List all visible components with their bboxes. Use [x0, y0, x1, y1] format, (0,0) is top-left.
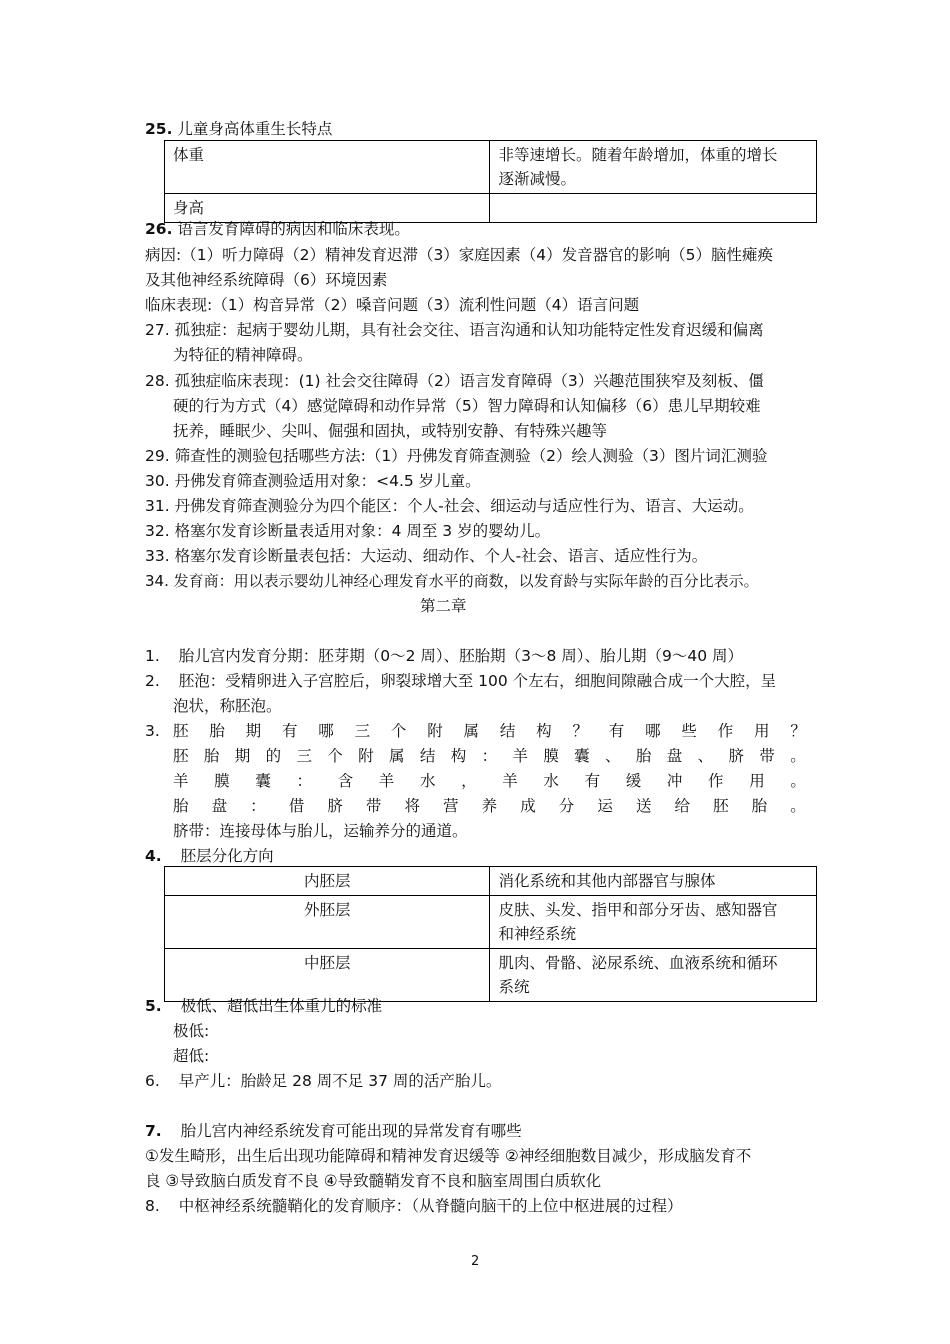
glyph: 脐 — [327, 797, 343, 815]
glyph: 羊 — [378, 772, 395, 790]
item-33 — [145, 544, 707, 568]
glyph: 三 — [296, 747, 312, 765]
ch2-item-3-line-1 — [173, 719, 806, 743]
item-text: 孤独症临床表现：(1) 社会交往障碍（2）语言发育障碍（3）兴趣范围狭窄及刻板、僵 — [174, 372, 764, 390]
glyph: 哪 — [645, 722, 661, 740]
ch2-item-7 — [145, 1119, 522, 1143]
ch2-item-7-answer: ①发生畸形，出生后出现功能障碍和精神发育迟缓等 ②神经细胞数目减少，形成脑发育不 — [145, 1147, 752, 1165]
item-number: 29. — [145, 447, 170, 465]
page-number: 2 — [471, 1254, 480, 1269]
glyph: 哪 — [318, 722, 334, 740]
cell-line: 和神经系统 — [498, 925, 576, 943]
glyph: 。 — [790, 797, 806, 815]
glyph: 胎 — [203, 747, 220, 765]
item-number: 8. — [145, 1197, 160, 1215]
glyph: 水 — [543, 772, 559, 790]
cell-endoderm-desc: 消化系统和其他内部器官与腺体 — [490, 867, 817, 896]
germ-layer-table — [164, 866, 817, 1002]
glyph: 。 — [790, 747, 806, 765]
glyph: 送 — [635, 797, 652, 815]
glyph: 胚 — [173, 747, 189, 765]
item-number: 26. — [145, 220, 173, 238]
cell-weight-label: 体重 — [165, 141, 490, 194]
item-text: 丹佛发育筛查测验适用对象：<4.5 岁儿童。 — [174, 472, 481, 490]
cell-line: 非等速增长。随着年龄增加，体重的增长 — [498, 146, 778, 164]
item-28-cont: 抚养，睡眠少、尖叫、倔强和固执，或特别安静、有特殊兴趣等 — [173, 422, 608, 440]
glyph: 用 — [754, 722, 770, 740]
glyph: 作 — [717, 722, 734, 740]
item-number: 6. — [145, 1072, 160, 1090]
cell-ectoderm: 外胚层 — [165, 896, 490, 949]
item-text: 极低、超低出生体重儿的标准 — [180, 997, 383, 1015]
item-text: 胎儿宫内神经系统发育可能出现的异常发育有哪些 — [180, 1122, 522, 1140]
glyph: 膜 — [543, 747, 559, 765]
cell-line: 皮肤、头发、指甲和部分牙齿、感知器官 — [498, 901, 778, 919]
item-number: 25. — [145, 120, 173, 138]
glyph: 脐 — [728, 747, 744, 765]
cell-height-desc — [490, 194, 817, 223]
glyph: 羊 — [512, 747, 528, 765]
item-text: 孤独症：起病于婴幼儿期，具有社会交往、语言沟通和认知功能特定性发育迟缓和偏离 — [174, 321, 764, 339]
ch2-item-2-cont: 泡状，称胚泡。 — [173, 697, 282, 715]
glyph: 、 — [605, 747, 621, 765]
glyph: 囊 — [574, 747, 590, 765]
ch2-item-3-line-5: 脐带：连接母体与胎儿，运输养分的通道。 — [173, 822, 468, 840]
ch2-item-7-answer: 良 ③导致脑白质发育不良 ④导致髓鞘发育不良和脑室周围白质软化 — [145, 1172, 602, 1190]
glyph: 羊 — [173, 772, 189, 790]
extremely-low-label: 超低: — [173, 1047, 210, 1065]
item-text: 格塞尔发育诊断量表包括：大运动、细动作、个人-社会、语言、适应性行为。 — [174, 547, 708, 565]
clinical-line: 临床表现:（1）构音异常（2）嗓音问题（3）流利性问题（4）语言问题 — [145, 296, 640, 314]
glyph: 附 — [427, 722, 443, 740]
glyph: 带 — [759, 747, 775, 765]
glyph: ？ — [572, 722, 588, 740]
glyph: 、 — [697, 747, 714, 765]
glyph: 盘 — [666, 747, 683, 765]
item-number: 4. — [145, 847, 162, 865]
glyph: 胎 — [209, 722, 225, 740]
glyph: 含 — [337, 772, 354, 790]
cause-line-2: 及其他神经系统障碍（6）环境因素 — [145, 271, 388, 289]
glyph: 有 — [584, 772, 601, 790]
glyph: ： — [296, 772, 312, 790]
glyph: 缓 — [625, 772, 642, 790]
chapter-title: 第二章 — [420, 597, 467, 615]
glyph: 胚 — [173, 722, 189, 740]
item-number: 33. — [145, 547, 170, 565]
very-low-label: 极低: — [173, 1022, 210, 1040]
ch2-item-6 — [145, 1069, 501, 1093]
glyph: 养 — [481, 797, 498, 815]
item-28-cont: 硬的行为方式（4）感觉障碍和动作异常（5）智力障碍和认知偏移（6）患儿早期较难 — [173, 397, 761, 415]
glyph: 胎 — [751, 797, 768, 815]
item-34 — [145, 569, 759, 593]
glyph: 将 — [404, 797, 420, 815]
glyph: ： — [250, 797, 266, 815]
item-text: 格塞尔发育诊断量表适用对象：4 周至 3 岁的婴幼儿。 — [174, 522, 551, 540]
glyph: 构 — [450, 747, 467, 765]
item-number: 28. — [145, 372, 170, 390]
glyph: 结 — [419, 747, 436, 765]
item-27 — [145, 318, 764, 342]
glyph: 属 — [463, 722, 480, 740]
glyph: 个 — [327, 747, 343, 765]
ch2-item-3-line-4 — [173, 794, 806, 818]
cause-line-1: 病因:（1）听力障碍（2）精神发育迟滞（3）家庭因素（4）发音器官的影响（5）脑性瘫痪 — [145, 246, 774, 264]
ch2-item-8 — [145, 1194, 683, 1218]
glyph: 胎 — [635, 747, 652, 765]
glyph: 营 — [443, 797, 459, 815]
glyph: 期 — [234, 747, 251, 765]
ch2-item-2 — [145, 669, 776, 693]
ch2-item-3-line-3 — [173, 769, 806, 793]
glyph: 胎 — [173, 797, 189, 815]
item-text: 胚层分化方向 — [180, 847, 274, 865]
glyph: 三 — [354, 722, 371, 740]
item-number: 3. — [145, 722, 160, 740]
glyph: 借 — [288, 797, 305, 815]
item-text: 胎儿宫内发育分期：胚芽期（0～2 周）、胚胎期（3～8 周）、胎儿期（9～40 周） — [178, 647, 744, 665]
cell-ectoderm-desc — [490, 896, 817, 949]
glyph: 盘 — [211, 797, 228, 815]
cell-line: 逐渐减慢。 — [498, 170, 576, 188]
glyph: 给 — [674, 797, 691, 815]
ch2-item-4 — [145, 844, 274, 868]
item-31 — [145, 494, 754, 518]
item-text: 丹佛发育筛查测验分为四个能区：个人-社会、细运动与适应性行为、语言、大运动。 — [174, 497, 754, 515]
item-28 — [145, 369, 764, 393]
item-number: 30. — [145, 472, 170, 490]
item-text: 筛查性的测验包括哪些方法:（1）丹佛发育筛查测验（2）绘人测验（3）图片词汇测验 — [174, 447, 768, 465]
glyph: ， — [461, 772, 477, 790]
glyph: 些 — [681, 722, 697, 740]
glyph: 期 — [245, 722, 262, 740]
item-number: 34. — [145, 572, 169, 590]
cell-weight-desc — [490, 141, 817, 194]
item-number: 5. — [145, 997, 162, 1015]
glyph: 运 — [597, 797, 613, 815]
item-text: 早产儿：胎龄足 28 周不足 37 周的活产胎儿。 — [178, 1072, 502, 1090]
item-number: 31. — [145, 497, 170, 515]
glyph: 有 — [608, 722, 625, 740]
glyph: 羊 — [502, 772, 518, 790]
item-32 — [145, 519, 550, 543]
glyph: 用 — [749, 772, 765, 790]
growth-table — [164, 140, 817, 223]
item-text: 中枢神经系统髓鞘化的发育顺序：（从脊髓向脑干的上位中枢进展的过程） — [178, 1197, 683, 1215]
glyph: 冲 — [666, 772, 683, 790]
cell-line: 系统 — [498, 978, 530, 996]
item-text: 发育商：用以表示婴幼儿神经心理发育水平的商数，以发育龄与实际年龄的百分比表示。 — [173, 572, 759, 590]
glyph: 带 — [365, 797, 382, 815]
item-29 — [145, 444, 767, 468]
glyph: ？ — [790, 722, 806, 740]
glyph: 附 — [358, 747, 374, 765]
item-26 — [145, 217, 410, 241]
glyph: 构 — [536, 722, 552, 740]
glyph: 作 — [708, 772, 724, 790]
glyph: 个 — [390, 722, 407, 740]
glyph: 属 — [389, 747, 405, 765]
item-25 — [145, 117, 332, 141]
glyph: 分 — [558, 797, 575, 815]
glyph: 膜 — [214, 772, 230, 790]
item-30 — [145, 469, 481, 493]
glyph: 胚 — [713, 797, 729, 815]
ch2-item-1 — [145, 644, 743, 668]
item-text: 语言发育障碍的病因和临床表现。 — [177, 220, 410, 238]
item-27-cont: 为特征的精神障碍。 — [173, 346, 313, 364]
item-number: 27. — [145, 321, 170, 339]
glyph: 有 — [281, 722, 298, 740]
item-number: 7. — [145, 1122, 162, 1140]
ch2-item-5 — [145, 994, 382, 1018]
ch2-item-3-line-2 — [173, 744, 806, 768]
glyph: 水 — [419, 772, 436, 790]
glyph: 结 — [499, 722, 516, 740]
cell-mesoderm: 中胚层 — [165, 949, 490, 1002]
glyph: 成 — [520, 797, 536, 815]
cell-height-label: 身高 — [165, 194, 490, 223]
glyph: 。 — [790, 772, 806, 790]
glyph: ： — [481, 747, 498, 765]
cell-line: 肌肉、骨骼、泌尿系统、血液系统和循环 — [498, 954, 778, 972]
glyph: 的 — [265, 747, 282, 765]
cell-mesoderm-desc — [490, 949, 817, 1002]
item-number: 32. — [145, 522, 170, 540]
glyph: 囊 — [255, 772, 271, 790]
item-text: 儿童身高体重生长特点 — [177, 120, 333, 138]
cell-endoderm: 内胚层 — [165, 867, 490, 896]
item-number: 2. — [145, 672, 160, 690]
item-number: 1. — [145, 647, 160, 665]
item-text: 胚泡：受精卵进入子宫腔后，卵裂球增大至 100 个左右，细胞间隙融合成一个大腔，呈 — [178, 672, 777, 690]
